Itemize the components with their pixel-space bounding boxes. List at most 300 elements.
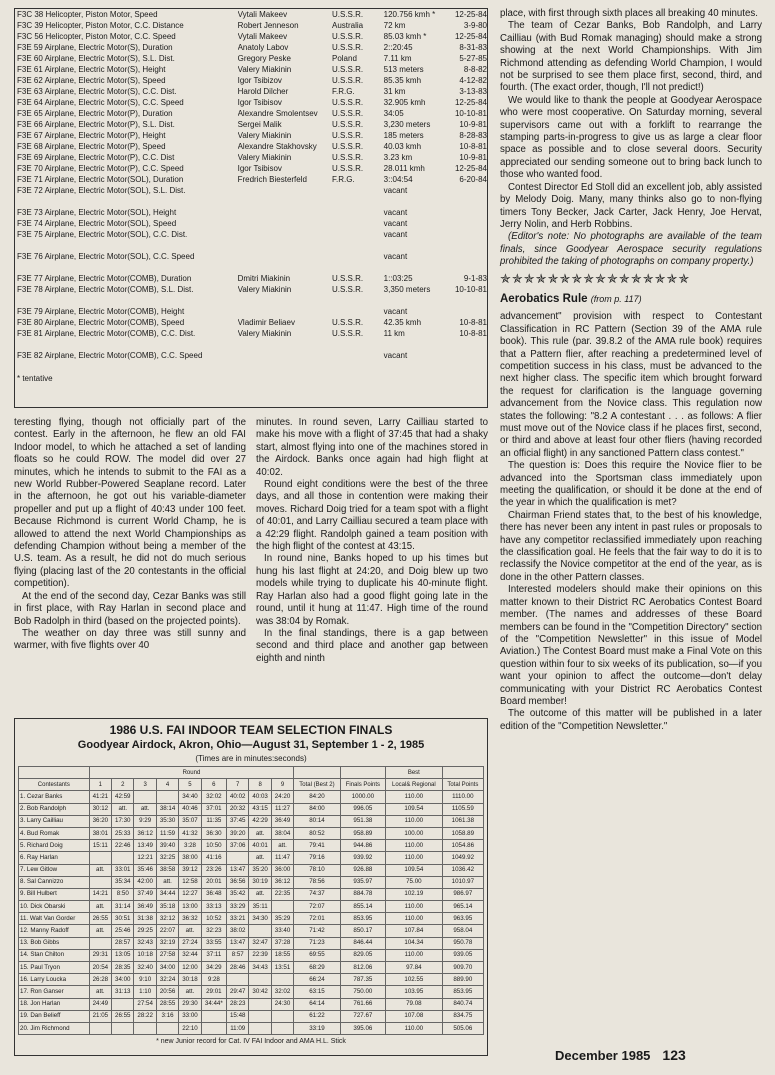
record-date: 3-9-80: [463, 21, 487, 30]
score-cell: 30:42: [249, 986, 271, 998]
score-cell: 21:05: [89, 1010, 111, 1022]
contestant-name: 2. Bob Randolph: [19, 803, 90, 815]
record-date: 10-9-81: [459, 153, 487, 162]
score-cell: 38:00: [179, 852, 201, 864]
table-row: [19, 1010, 484, 1022]
record-event: F3E 72 Airplane, Electric Motor(SOL), S.L. Dist.: [17, 186, 186, 195]
record-date: 3-13-83: [459, 87, 487, 96]
paragraph: Interested modelers should make their opinions on this matter known to their District RC Aerobatics Contest Board member. (The names and addresses of these Board members can be found in the "Competition Directory" section of the "Competition Newsletter" in this issue of Model Aviation.) The Contest Board must make a Final Vote on this question within four to six weeks of its publication, so—if you want your opinion to affect the outcome—don't delay communicating with your District RC Aerobatics Contest Board member!: [500, 584, 762, 707]
score-cell: 33:40: [271, 925, 293, 937]
score-cell: 846.44: [340, 937, 385, 949]
footnote: * new Junior record for Cat. IV FAI Indoor and AMA H.L. Stick: [156, 1038, 346, 1046]
record-row: [15, 31, 487, 42]
score-cell: 42:29: [249, 815, 271, 827]
record-row: [15, 53, 487, 64]
record-event: F3E 70 Airplane, Electric Motor(P), C.C. Speed: [17, 164, 184, 173]
record-date: 8-28-83: [459, 131, 487, 140]
score-cell: 1054.86: [442, 840, 483, 852]
score-cell: [134, 1022, 156, 1034]
record-value: 2::20:45: [383, 43, 413, 52]
record-value: 11 km: [383, 329, 405, 338]
record-date: 4-12-82: [459, 76, 487, 85]
score-cell: 935.97: [340, 876, 385, 888]
record-holder: Fredrich Biesterfeld: [237, 175, 307, 184]
column-header: Finals Points: [340, 779, 385, 791]
contestant-name: 3. Larry Cailliau: [19, 815, 90, 827]
score-cell: [112, 852, 134, 864]
score-cell: [201, 1010, 226, 1022]
table-row: [19, 852, 484, 864]
score-cell: 1105.59: [442, 803, 483, 815]
score-cell: 24:20: [271, 791, 293, 803]
record-event: F3E 71 Airplane, Electric Motor(SOL), Duration: [17, 175, 184, 184]
score-cell: 986.97: [442, 888, 483, 900]
score-cell: 36:12: [134, 827, 156, 839]
record-event: F3C 39 Helicopter, Piston Motor, C.C. Distance: [17, 21, 184, 30]
score-cell: 61:22: [294, 1010, 341, 1022]
score-cell: 110.00: [386, 840, 443, 852]
record-event: F3E 80 Airplane, Electric Motor(COMB), Speed: [17, 318, 185, 327]
score-cell: 1:10: [134, 986, 156, 998]
record-date: 9-1-83: [463, 274, 487, 283]
table-row: [19, 888, 484, 900]
score-cell: 40:03: [249, 791, 271, 803]
score-cell: att.: [89, 925, 111, 937]
score-cell: 38:02: [227, 925, 249, 937]
score-cell: 34:40: [179, 791, 201, 803]
score-cell: 28:23: [227, 998, 249, 1010]
score-cell: 20:01: [201, 876, 226, 888]
paragraph: Chairman Friend states that, to the best of his knowledge, there has never been any intent in past rules or proposals to have any competitor reclassified immediately upon reaching the classification goal. He feels that the fair way to do it is to reclassify the Novice competitor at the end of the year, as is done in the other Pattern classes.: [500, 509, 762, 583]
score-cell: 26:28: [89, 974, 111, 986]
record-country: [332, 306, 384, 317]
contestant-name: 13. Bob Gibbs: [19, 937, 90, 949]
score-cell: 104.34: [386, 937, 443, 949]
paragraph: In the final standings, there is a gap between second and third place and another gap between eighth and ninth: [256, 627, 488, 664]
score-cell: 75.00: [386, 876, 443, 888]
score-cell: 107.08: [386, 1010, 443, 1022]
score-cell: 110.00: [386, 791, 443, 803]
score-cell: 35:29: [271, 913, 293, 925]
record-holder: Vladimir Beliaev: [237, 318, 295, 327]
score-cell: 79:41: [294, 840, 341, 852]
score-cell: 38:04: [271, 827, 293, 839]
record-value: vacant: [383, 219, 408, 228]
score-cell: 33:29: [227, 901, 249, 913]
record-value: 42.35 kmh: [383, 318, 422, 327]
score-cell: 66:24: [294, 974, 341, 986]
score-cell: 889.90: [442, 974, 483, 986]
score-cell: 27:24: [179, 937, 201, 949]
column-header: 9: [271, 779, 293, 791]
record-value: 7.11 km: [383, 54, 412, 63]
record-row: [15, 86, 487, 97]
header-cell: [294, 767, 341, 779]
record-holder: Harold Dilcher: [237, 87, 289, 96]
paragraph: teresting flying, though not officially part of the contest. Early in the afternoon, he flew an old FAI Indoor model, to which he attached a set of landing floats so he could ROW. The model did over 27 minutes, which he intends to submit to the FAI as a new World Rubber-Powered Seaplane record. Later in the afternoon, he got out his variable-diameter propeller and put up a flight of 40:43 under 100 feet. Because Richmond is current World Champ, he is allowed to attend the next World Championships as defending Champion without being a member of the U.S. team. As a result, he did not do much serious flying (placing last of the 20 contestants in the official competition).: [14, 417, 246, 590]
score-cell: 69:55: [294, 949, 341, 961]
record-date: 10-8-81: [459, 329, 487, 338]
column-header: Local& Regional: [386, 779, 443, 791]
contestant-name: 5. Richard Doig: [19, 840, 90, 852]
score-cell: 110.00: [386, 901, 443, 913]
contestant-name: 1. Cezar Banks: [19, 791, 90, 803]
score-cell: 39:40: [156, 840, 178, 852]
column-header: 4: [156, 779, 178, 791]
contestant-name: 17. Ron Ganser: [19, 986, 90, 998]
record-row: [15, 284, 487, 306]
score-cell: 72:01: [294, 913, 341, 925]
column-header: 1: [89, 779, 111, 791]
record-row: [15, 350, 487, 372]
record-country: U.S.S.R.: [331, 32, 364, 41]
score-cell: 32:02: [271, 986, 293, 998]
table-row: [19, 815, 484, 827]
record-date: 6-20-84: [459, 175, 487, 184]
score-cell: 14:21: [89, 888, 111, 900]
record-country: U.S.S.R.: [331, 318, 364, 327]
record-event: F3E 64 Airplane, Electric Motor(S), C.C. Speed: [17, 98, 184, 107]
score-cell: 22:39: [249, 949, 271, 961]
record-value: 31 km: [383, 87, 406, 96]
score-cell: 951.38: [340, 815, 385, 827]
score-cell: 9:29: [134, 815, 156, 827]
record-country: [332, 185, 384, 207]
score-cell: att.: [89, 864, 111, 876]
record-event: F3C 38 Helicopter, Piston Motor, Speed: [17, 10, 158, 19]
table-row: [19, 803, 484, 815]
contestant-name: 20. Jim Richmond: [19, 1022, 90, 1034]
score-cell: [89, 876, 111, 888]
score-cell: 41:32: [179, 827, 201, 839]
score-cell: 33:19: [294, 1022, 341, 1034]
record-event: F3E 60 Airplane, Electric Motor(S), S.L. Dist.: [17, 54, 175, 63]
score-cell: 32:24: [156, 974, 178, 986]
score-cell: 103.95: [386, 986, 443, 998]
contestant-name: 15. Paul Tryon: [19, 962, 90, 974]
score-cell: 996.05: [340, 803, 385, 815]
score-cell: 395.06: [340, 1022, 385, 1034]
score-cell: 11:59: [156, 827, 178, 839]
score-cell: 34:00: [112, 974, 134, 986]
record-value: 3.23 km: [383, 153, 413, 162]
record-holder: Alexandre Stakhovsky: [237, 142, 317, 151]
score-cell: 100.00: [386, 827, 443, 839]
record-date: 12-25-84: [454, 10, 487, 19]
record-country: U.S.S.R.: [331, 65, 364, 74]
score-cell: 34:00: [156, 962, 178, 974]
score-cell: 36:48: [201, 888, 226, 900]
record-country: Poland: [331, 54, 357, 63]
score-cell: 840.74: [442, 998, 483, 1010]
record-event: F3E 78 Airplane, Electric Motor(COMB), S.L. Dist.: [17, 285, 194, 294]
score-cell: 1058.89: [442, 827, 483, 839]
score-cell: 28:55: [156, 998, 178, 1010]
contestant-name: 14. Stan Chilton: [19, 949, 90, 961]
table-row: [19, 791, 484, 803]
score-cell: 41:21: [89, 791, 111, 803]
score-cell: [227, 974, 249, 986]
score-cell: 36:56: [227, 876, 249, 888]
score-cell: 944.86: [340, 840, 385, 852]
score-cell: 10:52: [201, 913, 226, 925]
score-cell: 10:50: [201, 840, 226, 852]
record-event: F3E 62 Airplane, Electric Motor(S), Speed: [17, 76, 166, 85]
table-row: [19, 962, 484, 974]
score-cell: 27:54: [134, 998, 156, 1010]
section-continued: (from p. 117): [590, 293, 642, 304]
record-value: vacant: [383, 307, 408, 316]
contestant-name: 10. Dick Obarski: [19, 901, 90, 913]
score-cell: 24:49: [89, 998, 111, 1010]
record-event: F3E 77 Airplane, Electric Motor(COMB), Duration: [17, 274, 192, 283]
score-cell: 750.00: [340, 986, 385, 998]
score-cell: [201, 1022, 226, 1034]
header-cell: [442, 767, 483, 779]
record-holder: Valery Miakinin: [237, 329, 292, 338]
record-value: vacant: [383, 208, 408, 217]
score-cell: 102.55: [386, 974, 443, 986]
score-cell: [249, 1022, 271, 1034]
record-event: F3E 68 Airplane, Electric Motor(P), Speed: [17, 142, 166, 151]
record-date: 8-8-82: [463, 65, 487, 74]
section-title: Aerobatics Rule: [500, 292, 588, 305]
record-row: [15, 152, 487, 163]
record-country: U.S.S.R.: [331, 120, 364, 129]
score-cell: 32:19: [156, 937, 178, 949]
record-country: F.R.G.: [331, 175, 355, 184]
score-cell: 20:54: [89, 962, 111, 974]
score-cell: [134, 791, 156, 803]
score-cell: 812.06: [340, 962, 385, 974]
header-cell: [340, 767, 385, 779]
score-cell: 26:55: [112, 1010, 134, 1022]
score-cell: 909.70: [442, 962, 483, 974]
record-date: [443, 207, 487, 218]
score-cell: 34:44*: [201, 998, 226, 1010]
score-cell: 22:10: [179, 1022, 201, 1034]
record-event: F3E 59 Airplane, Electric Motor(S), Duration: [17, 43, 173, 52]
score-cell: 34:43: [249, 962, 271, 974]
record-country: U.S.S.R.: [331, 109, 364, 118]
score-cell: 8:57: [227, 949, 249, 961]
table-row: [19, 937, 484, 949]
score-cell: 20:56: [156, 986, 178, 998]
record-row: [15, 163, 487, 174]
score-cell: 505.06: [442, 1022, 483, 1034]
record-date: [443, 229, 487, 251]
record-holder: Igor Tsibisov: [237, 164, 282, 173]
column-header: 5: [179, 779, 201, 791]
record-holder: Alexandre Smolentsev: [237, 109, 318, 118]
paragraph: Round eight conditions were the best of the three days, and all those in contention were making their moves. Richard Doig tried for a team spot with a flight of 40:01, and Larry Cailliau secured a team place with a 42:29 flight. Randolph gained a team position with the high flight of the contest at 43:15.: [256, 479, 488, 553]
score-cell: 9:28: [201, 974, 226, 986]
record-event: F3E 63 Airplane, Electric Motor(S), C.C. Dist.: [17, 87, 177, 96]
score-cell: 24:30: [271, 998, 293, 1010]
score-cell: 40:02: [227, 791, 249, 803]
record-row: [15, 75, 487, 86]
score-cell: 29:31: [89, 949, 111, 961]
score-cell: 30:12: [89, 803, 111, 815]
score-cell: 79.08: [386, 998, 443, 1010]
score-cell: 22:46: [112, 840, 134, 852]
score-cell: 13:49: [134, 840, 156, 852]
record-holder: Igor Tsibizov: [237, 76, 282, 85]
record-event: F3E 81 Airplane, Electric Motor(COMB), C.C. Dist.: [17, 329, 196, 338]
column-header: Total Points: [442, 779, 483, 791]
record-value: 3,230 meters: [383, 120, 431, 129]
record-value: vacant: [383, 351, 408, 360]
record-country: U.S.S.R.: [331, 10, 364, 19]
score-cell: 42:59: [112, 791, 134, 803]
score-cell: [271, 901, 293, 913]
record-value: 32.905 kmh: [383, 98, 426, 107]
editors-note: (Editor's note: No photographs are available of the team finals, since Goodyear Aerospace security regulations prohibited the taking of photographs on company property.): [500, 231, 762, 268]
score-cell: 27:58: [156, 949, 178, 961]
record-row: [15, 174, 487, 185]
score-cell: 11:35: [201, 815, 226, 827]
record-row: [15, 229, 487, 251]
score-cell: 78:56: [294, 876, 341, 888]
column-header: 3: [134, 779, 156, 791]
score-cell: 32:02: [201, 791, 226, 803]
record-date: 5-27-85: [459, 54, 487, 63]
paragraph: At the end of the second day, Cezar Banks was still in first place, with Ray Harlan in second place and Bob Radolph in third (based on the projected points).: [14, 590, 246, 627]
record-date: [443, 218, 487, 229]
record-holder: [238, 218, 332, 229]
record-country: U.S.S.R.: [331, 153, 364, 162]
score-cell: 29:30: [179, 998, 201, 1010]
record-row: [15, 64, 487, 75]
score-cell: 110.00: [386, 913, 443, 925]
page-footer: [555, 1047, 686, 1063]
table-row: [19, 913, 484, 925]
score-cell: 36:32: [179, 913, 201, 925]
page-number: 123: [662, 1047, 686, 1063]
contestant-name: 16. Larry Loucka: [19, 974, 90, 986]
score-cell: 37:49: [134, 888, 156, 900]
score-cell: 965.14: [442, 901, 483, 913]
record-event: F3E 69 Airplane, Electric Motor(P), C.C. Dist: [17, 153, 175, 162]
score-cell: att.: [134, 803, 156, 815]
middle-column-text: [256, 417, 488, 717]
record-row: [15, 273, 487, 284]
team-results-table: [18, 766, 484, 1035]
score-cell: 36:30: [201, 827, 226, 839]
score-cell: att.: [249, 827, 271, 839]
team-table-title: 1986 U.S. FAI INDOOR TEAM SELECTION FINALS: [109, 723, 393, 737]
score-cell: [249, 998, 271, 1010]
score-cell: att.: [179, 925, 201, 937]
paragraph: Contest Director Ed Stoll did an excellent job, ably assisted by Melody Doig. Many, many thinks also go to non-flying timers Tony Becker, Jack Carter, Jack Henry, Joe Hervat, Jerry Nolin, and Herb Robbins.: [500, 181, 762, 230]
score-cell: 22:07: [156, 925, 178, 937]
score-cell: 107.84: [386, 925, 443, 937]
record-country: [332, 350, 384, 372]
record-country: U.S.S.R.: [331, 329, 364, 338]
record-row: [15, 185, 487, 207]
score-cell: 30:19: [249, 876, 271, 888]
record-value: 34:05: [383, 109, 404, 118]
record-holder: Dmitri Miakinin: [237, 274, 291, 283]
score-cell: 43:15: [249, 803, 271, 815]
score-cell: att.: [271, 840, 293, 852]
column-header: 2: [112, 779, 134, 791]
score-cell: 853.95: [340, 913, 385, 925]
contestant-name: 8. Sal Cannizzo: [19, 876, 90, 888]
record-country: U.S.S.R.: [331, 43, 364, 52]
score-cell: 38:01: [89, 827, 111, 839]
score-cell: 63:15: [294, 986, 341, 998]
score-cell: 36:49: [134, 901, 156, 913]
score-cell: 11:09: [227, 1022, 249, 1034]
record-row: [15, 207, 487, 218]
score-cell: 33:00: [179, 1010, 201, 1022]
record-row: [15, 97, 487, 108]
record-row: [15, 42, 487, 53]
score-cell: 34:30: [249, 913, 271, 925]
score-cell: 109.54: [386, 864, 443, 876]
record-date: 12-25-84: [454, 98, 487, 107]
score-cell: 110.00: [386, 949, 443, 961]
score-cell: [271, 1022, 293, 1034]
contestant-name: 18. Jon Harlan: [19, 998, 90, 1010]
record-country: Australia: [331, 21, 364, 30]
score-cell: 15:48: [227, 1010, 249, 1022]
record-row: [15, 9, 487, 20]
contestant-name: 12. Manny Radoff: [19, 925, 90, 937]
header-cell: [19, 767, 90, 779]
table-row: [19, 876, 484, 888]
score-cell: [156, 791, 178, 803]
score-cell: 79:16: [294, 852, 341, 864]
score-cell: 30:18: [179, 974, 201, 986]
contestant-name: 4. Bud Romak: [19, 827, 90, 839]
record-row: [15, 218, 487, 229]
score-cell: att.: [249, 852, 271, 864]
team-table-note: (Times are in minutes:seconds): [195, 754, 307, 763]
score-cell: 855.14: [340, 901, 385, 913]
record-country: F.R.G.: [331, 87, 355, 96]
record-date: 10-10-81: [454, 285, 487, 294]
table-row: [19, 986, 484, 998]
score-cell: 1061.38: [442, 815, 483, 827]
record-date: [443, 185, 487, 207]
record-date: [443, 350, 487, 372]
score-cell: 74:37: [294, 888, 341, 900]
score-cell: 22:35: [271, 888, 293, 900]
score-cell: [249, 1010, 271, 1022]
score-cell: 850.17: [340, 925, 385, 937]
record-country: U.S.S.R.: [331, 76, 364, 85]
table-row: [19, 901, 484, 913]
tentative-note: * tentative: [17, 374, 53, 383]
score-cell: 10:18: [134, 949, 156, 961]
score-cell: 32:44: [179, 949, 201, 961]
score-cell: 35:07: [179, 815, 201, 827]
score-cell: 17:30: [112, 815, 134, 827]
score-cell: 3:16: [156, 1010, 178, 1022]
contestant-name: 9. Bill Hulbert: [19, 888, 90, 900]
record-date: [443, 251, 487, 273]
table-row: [19, 974, 484, 986]
record-row: [15, 141, 487, 152]
record-value: 28.011 kmh: [383, 164, 425, 173]
score-cell: 35:42: [227, 888, 249, 900]
record-value: 185 meters: [383, 131, 424, 140]
score-cell: 33:21: [227, 913, 249, 925]
record-holder: Robert Jenneson: [237, 21, 299, 30]
record-row: [15, 306, 487, 317]
